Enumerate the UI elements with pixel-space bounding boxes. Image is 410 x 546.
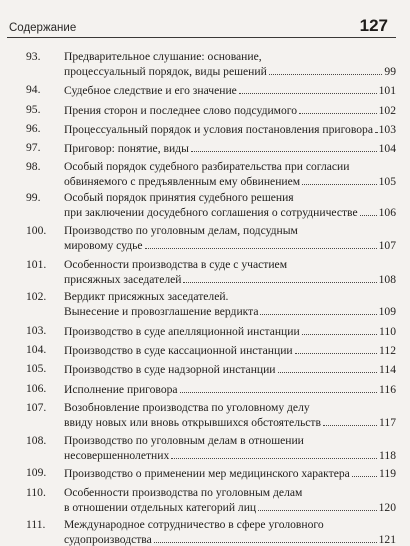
- toc-entry-number: 107.: [26, 401, 46, 415]
- toc-entry-line: Производство в суде апелляционной инстанции: [64, 325, 300, 339]
- dot-leader: [154, 532, 377, 543]
- toc-entry-leader-line: [64, 174, 396, 189]
- toc-entry-leader-line: [64, 324, 396, 339]
- toc-entry-line: Производство в суде кассационной инстанции: [64, 344, 293, 358]
- toc-entry-line: процессуальный порядок, виды решений: [64, 65, 267, 79]
- dot-leader: [352, 466, 377, 477]
- toc-entry-number: 99.: [26, 191, 41, 205]
- dot-leader: [295, 343, 377, 354]
- toc-entry-line: Процессуальный порядок и условия постановления приговора: [64, 123, 373, 137]
- toc-entry-leader-line: [64, 205, 396, 220]
- toc-entry-title: [64, 50, 396, 78]
- toc-entry-leader-line: [64, 238, 396, 253]
- dot-leader: [191, 141, 377, 152]
- toc-entry-title: [64, 83, 396, 98]
- toc-entry-leader-line: [64, 304, 396, 319]
- toc-entry-title: [64, 382, 396, 397]
- toc-entry-title: [64, 434, 396, 462]
- dot-leader: [180, 382, 377, 393]
- toc-entry-title: [64, 141, 396, 156]
- toc-entry-number: 97.: [26, 141, 41, 155]
- toc-entry-leader-line: [64, 122, 396, 137]
- toc-entry-leader-line: [64, 500, 396, 515]
- toc-entry-number: 95.: [26, 103, 41, 117]
- toc-entry-line: Вердикт присяжных заседателей.: [64, 290, 396, 304]
- toc-entry-line: Производство о применении мер медицинского характера: [64, 467, 350, 481]
- toc-entry-title: [64, 290, 396, 318]
- toc-entry-line: несовершеннолетних: [64, 449, 169, 463]
- toc-entry-leader-line: [64, 83, 396, 98]
- dot-leader: [145, 238, 377, 249]
- dot-leader: [260, 304, 376, 315]
- toc-entry-line: судопроизводства: [64, 533, 152, 546]
- toc-entry-page: 119: [379, 467, 396, 481]
- toc-entry-leader-line: [64, 272, 396, 287]
- toc-entry-leader-line: [64, 382, 396, 397]
- toc-entry-page: 109: [379, 305, 396, 319]
- toc-entry-leader-line: [64, 415, 396, 430]
- toc-entry-title: [64, 324, 396, 339]
- toc-entry-title: [64, 401, 396, 429]
- toc-entry-line: Международное сотрудничество в сфере уголовного: [64, 518, 396, 532]
- toc-entry-leader-line: [64, 466, 396, 481]
- toc-entry-line: Особенности производства по уголовным делам: [64, 486, 396, 500]
- toc-entry-line: Судебное следствие и его значение: [64, 84, 237, 98]
- toc-entry-line: Исполнение приговора: [64, 383, 178, 397]
- toc-entry-page: 99: [384, 65, 396, 79]
- dot-leader: [299, 103, 377, 114]
- toc-entry-page: 116: [379, 383, 396, 397]
- dot-leader: [302, 324, 377, 335]
- toc-entry-number: 94.: [26, 83, 41, 97]
- toc-entry-page: 103: [379, 123, 396, 137]
- dot-leader: [183, 272, 376, 283]
- dot-leader: [171, 448, 377, 459]
- page-header: [0, 0, 410, 40]
- toc-entry-page: 114: [379, 363, 396, 377]
- toc-entry-line: Вынесение и провозглашение вердикта: [64, 305, 258, 319]
- toc-entry-number: 102.: [26, 290, 46, 304]
- toc-entry-title: [64, 122, 396, 137]
- toc-entry-number: 110.: [26, 486, 46, 500]
- toc-entry-title: [64, 160, 396, 188]
- header-rule: [7, 37, 396, 38]
- toc-entry-title: [64, 362, 396, 377]
- toc-entry-page: 117: [379, 416, 396, 430]
- dot-leader: [258, 500, 376, 511]
- toc-entry-number: 108.: [26, 434, 46, 448]
- toc-entry-leader-line: [64, 103, 396, 118]
- dot-leader: [323, 415, 377, 426]
- toc-entry-leader-line: [64, 448, 396, 463]
- toc-entry-line: Прения сторон и последнее слово подсудимого: [64, 104, 297, 118]
- toc-entry-line: Особый порядок принятия судебного решения: [64, 191, 396, 205]
- toc-entry-number: 104.: [26, 343, 46, 357]
- toc-entry-number: 111.: [26, 518, 45, 532]
- toc-entry-number: 93.: [26, 50, 41, 64]
- toc-entry-page: 110: [379, 325, 396, 339]
- toc-entry-page: 120: [379, 501, 396, 515]
- toc-entry-title: [64, 486, 396, 514]
- toc-entry-number: 106.: [26, 382, 46, 396]
- dot-leader: [360, 205, 377, 216]
- toc-entry-number: 100.: [26, 224, 46, 238]
- toc-entry-line: Особый порядок судебного разбирательства при согласии: [64, 160, 396, 174]
- toc-entry-leader-line: [64, 141, 396, 156]
- toc-entry-line: ввиду новых или вновь открывшихся обстоятельств: [64, 416, 321, 430]
- toc-entry-line: Производство по уголовным делам в отношении: [64, 434, 396, 448]
- toc-entry-line: при заключении досудебного соглашения о сотрудничестве: [64, 206, 358, 220]
- toc-entry-number: 96.: [26, 122, 41, 136]
- toc-entry-title: [64, 466, 396, 481]
- toc-entry-number: 103.: [26, 324, 46, 338]
- toc-entry-number: 109.: [26, 466, 46, 480]
- toc-entry-page: 106: [379, 206, 396, 220]
- toc-entry-page: 105: [379, 175, 396, 189]
- running-title: Содержание: [9, 22, 76, 34]
- toc-entry-line: Особенности производства в суде с участием: [64, 258, 396, 272]
- toc-entry-leader-line: [64, 64, 396, 79]
- toc-entry-leader-line: [64, 362, 396, 377]
- toc-entry-line: в отношении отдельных категорий лиц: [64, 501, 256, 515]
- dot-leader: [375, 122, 377, 133]
- toc-entry-line: Приговор: понятие, виды: [64, 142, 189, 156]
- toc-entry-title: [64, 258, 396, 286]
- toc-entry-line: Предварительное слушание: основание,: [64, 50, 396, 64]
- toc-entry-page: 121: [379, 533, 396, 546]
- toc-entry-line: Возобновление производства по уголовному делу: [64, 401, 396, 415]
- toc-entry-line: Производство по уголовным делам, подсудным: [64, 224, 396, 238]
- toc-entry-page: 101: [379, 84, 396, 98]
- toc-entry-title: [64, 343, 396, 358]
- toc-entry-title: [64, 518, 396, 546]
- dot-leader: [278, 362, 378, 373]
- dot-leader: [239, 83, 377, 94]
- toc-entry-number: 98.: [26, 160, 41, 174]
- toc-entry-page: 108: [379, 273, 396, 287]
- toc-entry-page: 102: [379, 104, 396, 118]
- toc-entry-page: 104: [379, 142, 396, 156]
- toc-entry-line: присяжных заседателей: [64, 273, 181, 287]
- toc-entry-leader-line: [64, 343, 396, 358]
- dot-leader: [302, 174, 377, 185]
- toc-entry-title: [64, 191, 396, 219]
- toc-entry-page: 118: [379, 449, 396, 463]
- toc-entry-page: 107: [379, 239, 396, 253]
- dot-leader: [269, 64, 383, 75]
- toc-entry-title: [64, 224, 396, 252]
- toc-entry-line: Производство в суде надзорной инстанции: [64, 363, 276, 377]
- toc-entry-line: мировому судье: [64, 239, 143, 253]
- toc-entry-number: 105.: [26, 362, 46, 376]
- toc-entry-title: [64, 103, 396, 118]
- page-number: 127: [360, 16, 388, 36]
- toc-entry-line: обвиняемого с предъявленным ему обвинением: [64, 175, 300, 189]
- toc-entry-page: 112: [379, 344, 396, 358]
- toc-entry-number: 101.: [26, 258, 46, 272]
